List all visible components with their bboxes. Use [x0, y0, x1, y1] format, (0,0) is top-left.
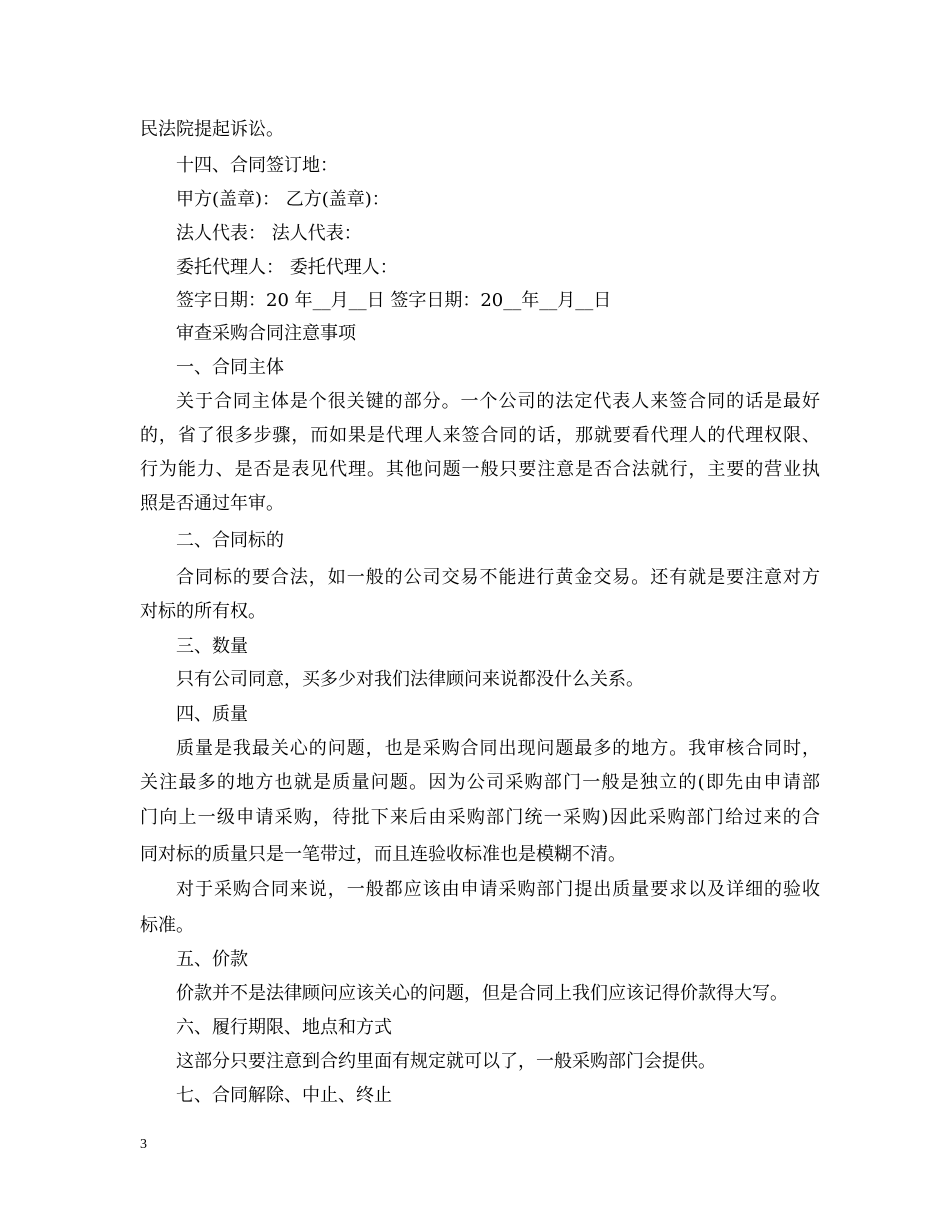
section-heading: 五、价款 [176, 949, 248, 970]
section-heading: 七、合同解除、中止、终止 [176, 1085, 392, 1106]
paragraph-line: 同对标的质量只是一笔带过，而且连验收标准也是模糊不清。 [140, 844, 626, 865]
signature-date-line: 签字日期：20 年__月__日 签字日期：20__年__月__日 [176, 290, 612, 311]
section-heading: 四、质量 [176, 704, 248, 725]
section-heading: 一、合同主体 [176, 357, 284, 378]
section-heading: 六、履行期限、地点和方式 [176, 1017, 392, 1038]
signature-line: 法人代表： 法人代表： [176, 223, 362, 244]
paragraph-line: 价款并不是法律顾问应该关心的问题，但是合同上我们应该记得价款得大写。 [176, 983, 788, 1004]
paragraph-line: 对标的所有权。 [140, 601, 266, 622]
paragraph-line: 只有公司同意，买多少对我们法律顾问来说都没什么关系。 [176, 669, 644, 690]
paragraph-line: 标准。 [140, 915, 194, 936]
section-heading: 十四、合同签订地： [176, 155, 338, 176]
paragraph-line: 行为能力、是否是表见代理。其他问题一般只要注意是否合法就行，主要的营业执 [140, 459, 820, 480]
page-number: 3 [140, 1137, 147, 1152]
paragraph-line: 的，省了很多步骤，而如果是代理人来签合同的话，那就要看代理人的代理权限、 [140, 425, 820, 446]
paragraph-line: 合同标的要合法，如一般的公司交易不能进行黄金交易。还有就是要注意对方 [176, 567, 820, 588]
paragraph-line: 照是否通过年审。 [140, 493, 284, 514]
paragraph-line: 关注最多的地方也就是质量问题。因为公司采购部门一般是独立的(即先由申请部 [140, 772, 820, 793]
document-subtitle: 审查采购合同注意事项 [176, 323, 356, 344]
signature-line: 甲方(盖章)： 乙方(盖章)： [176, 189, 390, 210]
paragraph-line: 这部分只要注意到合约里面有规定就可以了，一般采购部门会提供。 [176, 1051, 716, 1072]
paragraph-line: 质量是我最关心的问题，也是采购合同出现问题最多的地方。我审核合同时， [176, 738, 820, 759]
section-heading: 二、合同标的 [176, 530, 284, 551]
paragraph-line: 关于合同主体是个很关键的部分。一个公司的法定代表人来签合同的话是最好 [176, 391, 820, 412]
text-line: 民法院提起诉讼。 [140, 119, 284, 140]
paragraph-line: 门向上一级申请采购，待批下来后由采购部门统一采购)因此采购部门给过来的合 [140, 807, 820, 828]
section-heading: 三、数量 [176, 636, 248, 657]
signature-line: 委托代理人： 委托代理人： [176, 257, 398, 278]
paragraph-line: 对于采购合同来说，一般都应该由申请采购部门提出质量要求以及详细的验收 [176, 879, 820, 900]
